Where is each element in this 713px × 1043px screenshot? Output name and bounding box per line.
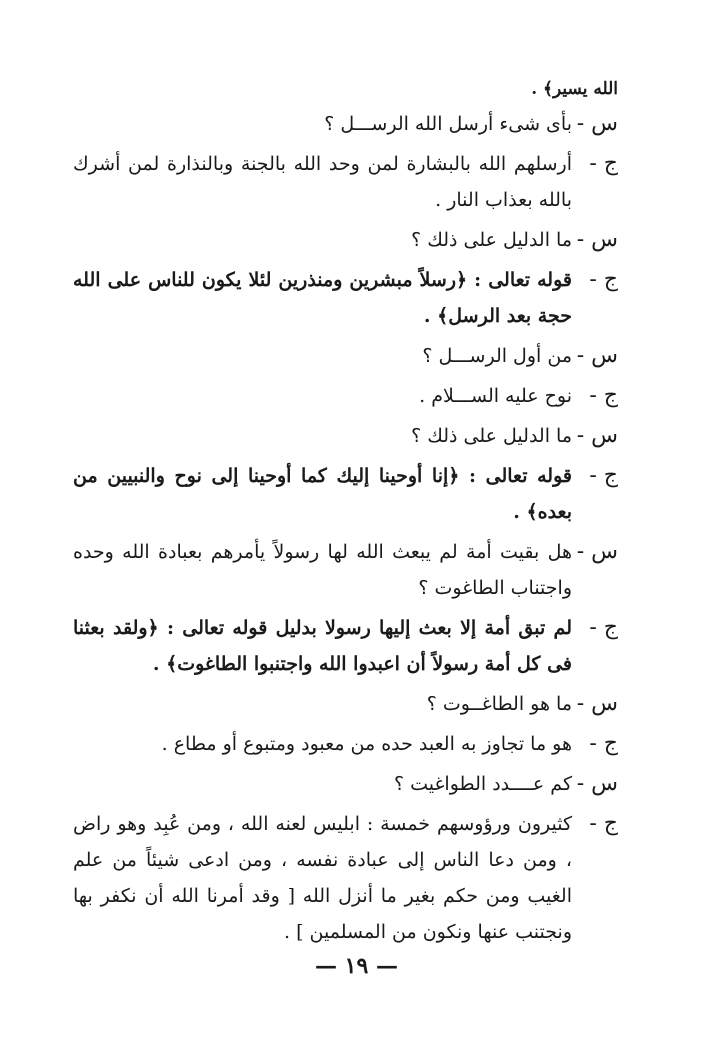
question-4	[73, 418, 618, 454]
answer-marker: ج -	[589, 811, 618, 836]
question-marker: س -	[576, 771, 618, 796]
question-2	[73, 222, 618, 258]
answer-text: كثيرون ورؤوسهم خمسة : ابليس لعنه الله ، ومن عُبِد وهو راض ، ومن دعا الناس إلى عبادة نفسه ، ومن ادعى شيئاً من علم الغيب ومن حكم بغير ما أنزل الله [ وقد أمرنا الله أن نكفر بها ونجتنب عنها ونكون من المسلمين ] .	[73, 813, 572, 943]
answer-text: أرسلهم الله بالبشارة لمن وحد الله بالجنة وبالنذارة لمن أشرك بالله بعذاب النار .	[73, 153, 572, 211]
answer-text: قوله تعالى : ﴿إنا أوحينا إليك كما أوحينا إلى نوح والنبيين من بعده﴾ .	[73, 465, 572, 523]
answer-2	[73, 262, 618, 334]
answer-marker: ج -	[589, 151, 618, 176]
question-marker: س -	[576, 423, 618, 448]
question-1	[73, 106, 618, 142]
answer-7	[73, 806, 618, 950]
question-text: ما الدليل على ذلك ؟	[411, 229, 572, 251]
question-5	[73, 534, 618, 606]
answer-text: لم تبق أمة إلا بعث إليها رسولا بدليل قوله تعالى : ﴿ولقد بعثنا فى كل أمة رسولاً أن اعبدوا الله واجتنبوا الطاغوت﴾ .	[73, 617, 572, 675]
question-marker: س -	[576, 343, 618, 368]
answer-1	[73, 146, 618, 218]
question-text: ما الدليل على ذلك ؟	[411, 425, 572, 447]
question-3	[73, 338, 618, 374]
page-number: — ١٩ —	[315, 953, 398, 979]
question-text: بأى شىء أرسل الله الرســـل ؟	[324, 113, 572, 135]
question-marker: س -	[576, 227, 618, 252]
question-marker: س -	[576, 539, 618, 564]
answer-marker: ج -	[589, 383, 618, 408]
question-marker: س -	[576, 691, 618, 716]
question-text: من أول الرســـل ؟	[422, 345, 572, 367]
answer-marker: ج -	[589, 731, 618, 756]
question-6	[73, 686, 618, 722]
question-7	[73, 766, 618, 802]
answer-marker: ج -	[589, 615, 618, 640]
answer-3	[73, 378, 618, 414]
question-text: هل بقيت أمة لم يبعث الله لها رسولاً يأمرهم بعبادة الله وحده واجتناب الطاغوت ؟	[73, 541, 572, 599]
answer-text: نوح عليه الســـلام .	[419, 385, 572, 407]
answer-marker: ج -	[589, 463, 618, 488]
answer-marker: ج -	[589, 267, 618, 292]
page-body	[73, 72, 618, 954]
answer-text: قوله تعالى : ﴿رسلاً مبشرين ومنذرين لئلا يكون للناس على الله حجة بعد الرسل﴾ .	[73, 269, 572, 327]
answer-5	[73, 610, 618, 682]
answer-text: هو ما تجاوز به العبد حده من معبود ومتبوع أو مطاع .	[161, 733, 572, 755]
answer-4	[73, 458, 618, 530]
intro-line: الله يسير﴾ .	[531, 79, 618, 99]
question-text: كم عــــدد الطواغيت ؟	[393, 773, 572, 795]
question-marker: س -	[576, 111, 618, 136]
question-text: ما هو الطاغــوت ؟	[426, 693, 572, 715]
answer-6	[73, 726, 618, 762]
